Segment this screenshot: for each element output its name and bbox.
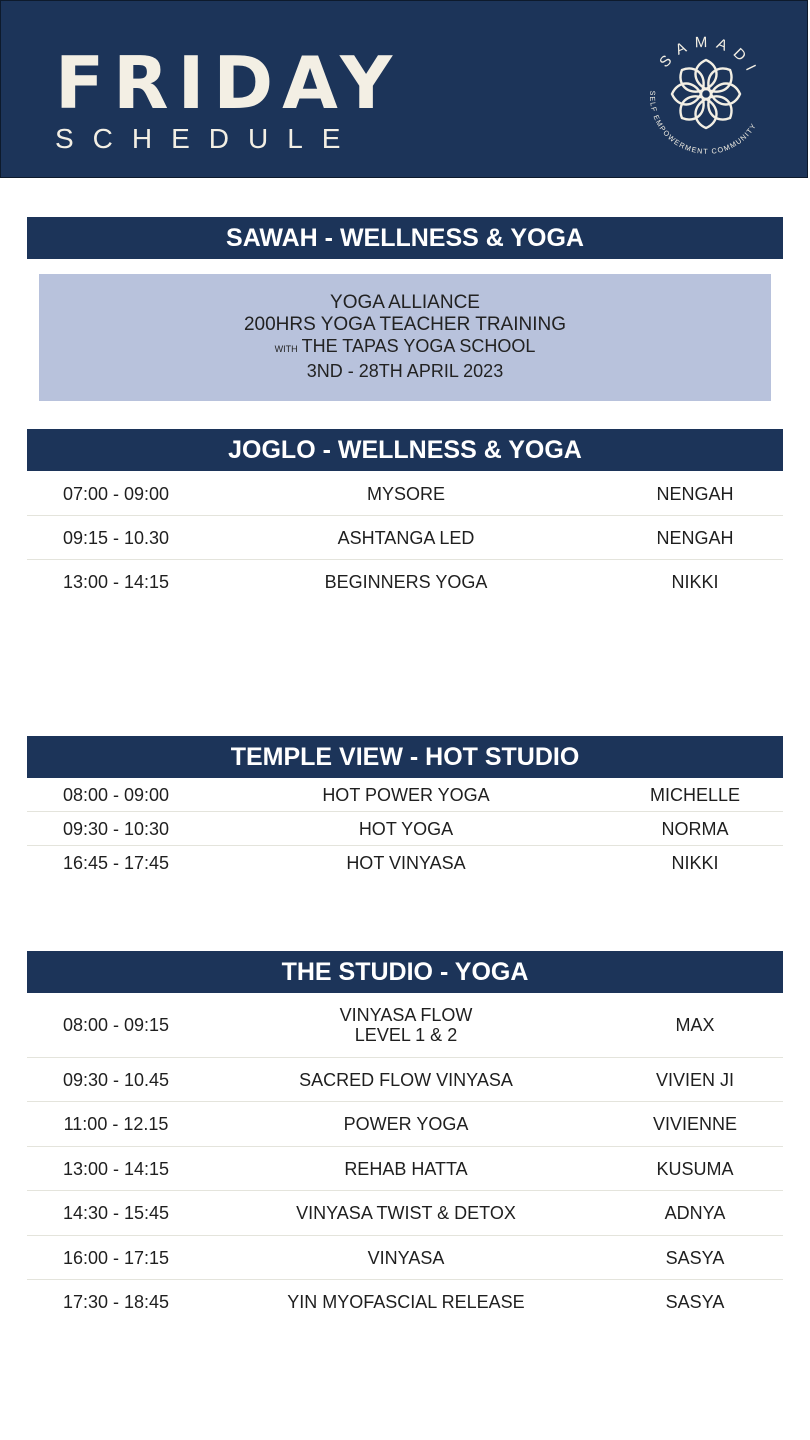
section-header-sawah: SAWAH - WELLNESS & YOGA [27, 217, 783, 259]
time-cell: 09:15 - 10.30 [62, 527, 170, 548]
section-header-joglo: JOGLO - WELLNESS & YOGA [27, 429, 783, 471]
notice-line-1: YOGA ALLIANCE [330, 292, 480, 313]
class-cell: MYSORE [366, 483, 445, 504]
class-name-line-2: LEVEL 1 & 2 [354, 1025, 458, 1045]
table-row [27, 516, 783, 560]
instructor-cell: NIKKI [671, 572, 719, 592]
instructor-cell: SASYA [665, 1291, 725, 1312]
table-row [27, 560, 783, 604]
teacher-training-notice [39, 274, 771, 401]
notice-line-2: 200HRS YOGA TEACHER TRAINING [243, 314, 567, 335]
time-cell: 13:00 - 14:15 [62, 572, 170, 592]
time-cell: 08:00 - 09:00 [62, 784, 170, 805]
class-cell: SACRED FLOW VINYASA [299, 1069, 513, 1090]
time-cell: 09:30 - 10:30 [62, 818, 170, 839]
time-cell: 11:00 - 12.15 [63, 1114, 169, 1134]
lotus-mandala-icon [672, 60, 740, 128]
notice-dates: 3ND - 28TH APRIL 2023 [306, 361, 504, 381]
table-row [27, 846, 783, 880]
class-cell: ASHTANGA LED [337, 527, 475, 548]
class-cell: REHAB HATTA [344, 1158, 468, 1179]
table-row [27, 1147, 783, 1191]
table-row [27, 1058, 783, 1102]
section-header-temple-view: TEMPLE VIEW - HOT STUDIO [27, 736, 783, 778]
instructor-cell: NENGAH [656, 483, 734, 504]
section-header-the-studio: THE STUDIO - YOGA [27, 951, 783, 993]
notice-school: THE TAPAS YOGA SCHOOL [301, 336, 536, 356]
logo-tagline-text: SELF EMPOWERMENT COMMUNITY [648, 90, 759, 156]
time-cell: 09:30 - 10.45 [62, 1069, 170, 1090]
table-row [27, 472, 783, 516]
time-cell: 16:45 - 17:45 [62, 853, 170, 873]
instructor-cell: ADNYA [664, 1203, 726, 1223]
class-cell [257, 993, 555, 1057]
notice-with: WITH [274, 344, 298, 354]
page-subtitle: SCHEDULE [55, 123, 360, 154]
class-cell: HOT YOGA [358, 818, 454, 839]
instructor-cell: NORMA [661, 818, 729, 839]
table-row [27, 1280, 783, 1323]
table-row [27, 778, 783, 812]
class-cell: BEGINNERS YOGA [324, 572, 488, 592]
instructor-cell: VIVIEN JI [655, 1069, 735, 1090]
instructor-cell: MICHELLE [649, 784, 741, 805]
page-title: FRIDAY [55, 41, 402, 125]
time-cell: 14:30 - 15:45 [62, 1203, 170, 1223]
table-row [27, 993, 783, 1058]
table-row [27, 1102, 783, 1147]
table-row [27, 1236, 783, 1280]
logo-brand-text: SAMADI [656, 33, 763, 81]
table-row [27, 1191, 783, 1236]
class-name-line-1: VINYASA FLOW [339, 1005, 473, 1025]
time-cell: 17:30 - 18:45 [62, 1291, 170, 1312]
samadi-logo [641, 29, 771, 159]
page-header [0, 0, 808, 178]
instructor-cell: VIVIENNE [652, 1114, 738, 1134]
instructor-cell: MAX [675, 1015, 715, 1035]
instructor-cell: NIKKI [671, 853, 719, 873]
time-cell: 07:00 - 09:00 [62, 483, 170, 504]
time-cell: 13:00 - 14:15 [62, 1158, 170, 1179]
time-cell: 16:00 - 17:15 [62, 1247, 170, 1268]
class-cell: VINYASA [367, 1247, 445, 1268]
class-cell: HOT VINYASA [346, 853, 466, 873]
class-cell: HOT POWER YOGA [322, 784, 490, 805]
instructor-cell: NENGAH [656, 527, 734, 548]
class-cell: YIN MYOFASCIAL RELEASE [287, 1291, 525, 1312]
table-row [27, 812, 783, 846]
time-cell: 08:00 - 09:15 [62, 1015, 170, 1035]
class-cell: VINYASA TWIST & DETOX [296, 1203, 516, 1223]
notice-line-3 [39, 336, 771, 357]
instructor-cell: KUSUMA [656, 1158, 734, 1179]
instructor-cell: SASYA [665, 1247, 725, 1268]
class-cell: POWER YOGA [343, 1114, 469, 1134]
